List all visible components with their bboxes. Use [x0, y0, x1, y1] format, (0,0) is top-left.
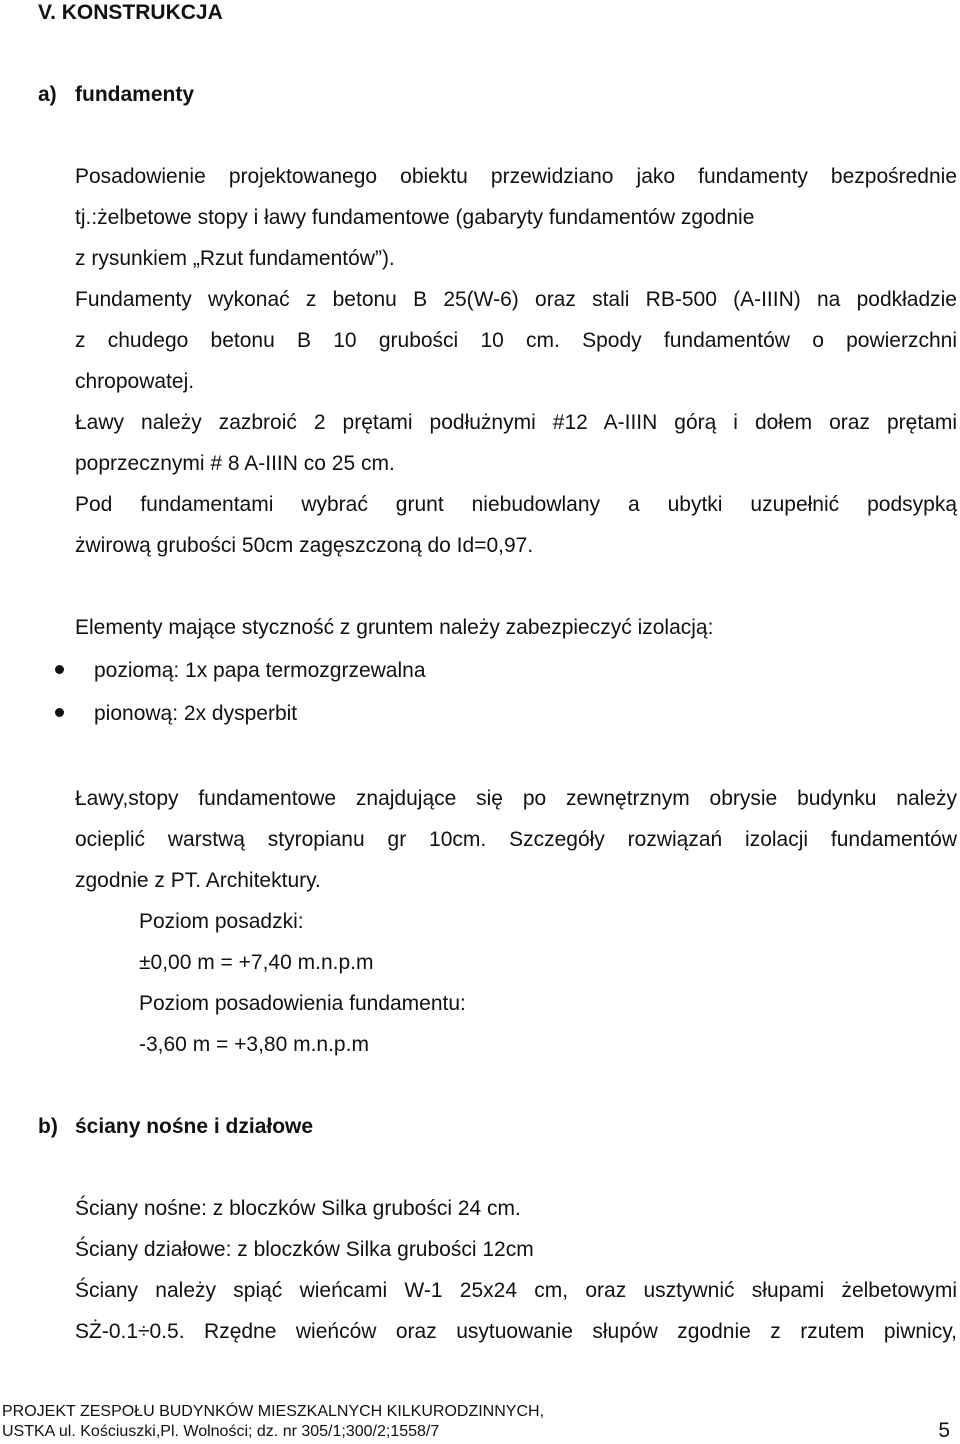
insulation-item-2: pionową: 2x dysperbit: [94, 702, 298, 725]
walls-line-2: Ściany działowe: z bloczków Silka grubości 12cm: [75, 1238, 534, 1261]
section-title: V. KONSTRUKCJA: [38, 1, 223, 24]
subsection-b-title: ściany nośne i działowe: [75, 1115, 314, 1138]
para1-line-6: chropowatej.: [75, 370, 195, 393]
para2-line-3: zgodnie z PT. Architektury.: [75, 869, 321, 892]
walls-line-1: Ściany nośne: z bloczków Silka grubości 24 cm.: [75, 1197, 521, 1220]
walls-line-4: SŻ-0.1÷0.5. Rzędne wieńców oraz usytuowanie słupów zgodnie z rzutem piwnicy,: [75, 1320, 957, 1343]
para1-line-10: żwirową grubości 50cm zagęszczoną do Id=0,97.: [75, 534, 534, 557]
insulation-intro: Elementy mające styczność z gruntem należy zabezpieczyć izolacją:: [75, 616, 714, 639]
para1-line-7: Ławy należy zazbroić 2 prętami podłużnymi #12 A-IIIN górą i dołem oraz prętami: [75, 411, 957, 434]
para1-line-2: tj.:żelbetowe stopy i ławy fundamentowe (gabaryty fundamentów zgodnie: [75, 206, 755, 229]
bullet-icon: [55, 665, 64, 674]
subsection-a-label: a): [38, 83, 57, 106]
level-floor-label: Poziom posadzki:: [139, 910, 304, 933]
insulation-item-1: poziomą: 1x papa termozgrzewalna: [94, 659, 426, 682]
level-floor-value: ±0,00 m = +7,40 m.n.p.m: [139, 951, 374, 974]
walls-line-3: Ściany należy spiąć wieńcami W-1 25x24 cm, oraz usztywnić słupami żelbetowymi: [75, 1279, 957, 1302]
para1-line-5: z chudego betonu B 10 grubości 10 cm. Spody fundamentów o powierzchni: [75, 329, 957, 352]
footer-address-line: USTKA ul. Kościuszki,Pl. Wolności; dz. nr 305/1;300/2;1558/7: [2, 1423, 440, 1440]
para1-line-3: z rysunkiem „Rzut fundamentów”).: [75, 247, 395, 270]
para2-line-2: ocieplić warstwą styropianu gr 10cm. Szczegóły rozwiązań izolacji fundamentów: [75, 828, 957, 851]
level-foundation-label: Poziom posadowienia fundamentu:: [139, 992, 466, 1015]
para1-line-9: Pod fundamentami wybrać grunt niebudowlany a ubytki uzupełnić podsypką: [75, 493, 957, 516]
subsection-b-label: b): [38, 1115, 58, 1138]
para1-line-1: Posadowienie projektowanego obiektu przewidziano jako fundamenty bezpośrednie: [75, 165, 957, 188]
footer-project-line: PROJEKT ZESPOŁU BUDYNKÓW MIESZKALNYCH KILKURODZINNYCH,: [2, 1403, 545, 1420]
bullet-icon: [55, 708, 64, 717]
para1-line-8: poprzecznymi # 8 A-IIIN co 25 cm.: [75, 452, 395, 475]
subsection-a-title: fundamenty: [75, 83, 195, 106]
para2-line-1: Ławy,stopy fundamentowe znajdujące się po zewnętrznym obrysie budynku należy: [75, 787, 957, 810]
para1-line-4: Fundamenty wykonać z betonu B 25(W-6) oraz stali RB-500 (A-IIIN) na podkładzie: [75, 288, 957, 311]
level-foundation-value: -3,60 m = +3,80 m.n.p.m: [139, 1033, 369, 1056]
page-number: 5: [938, 1419, 950, 1442]
